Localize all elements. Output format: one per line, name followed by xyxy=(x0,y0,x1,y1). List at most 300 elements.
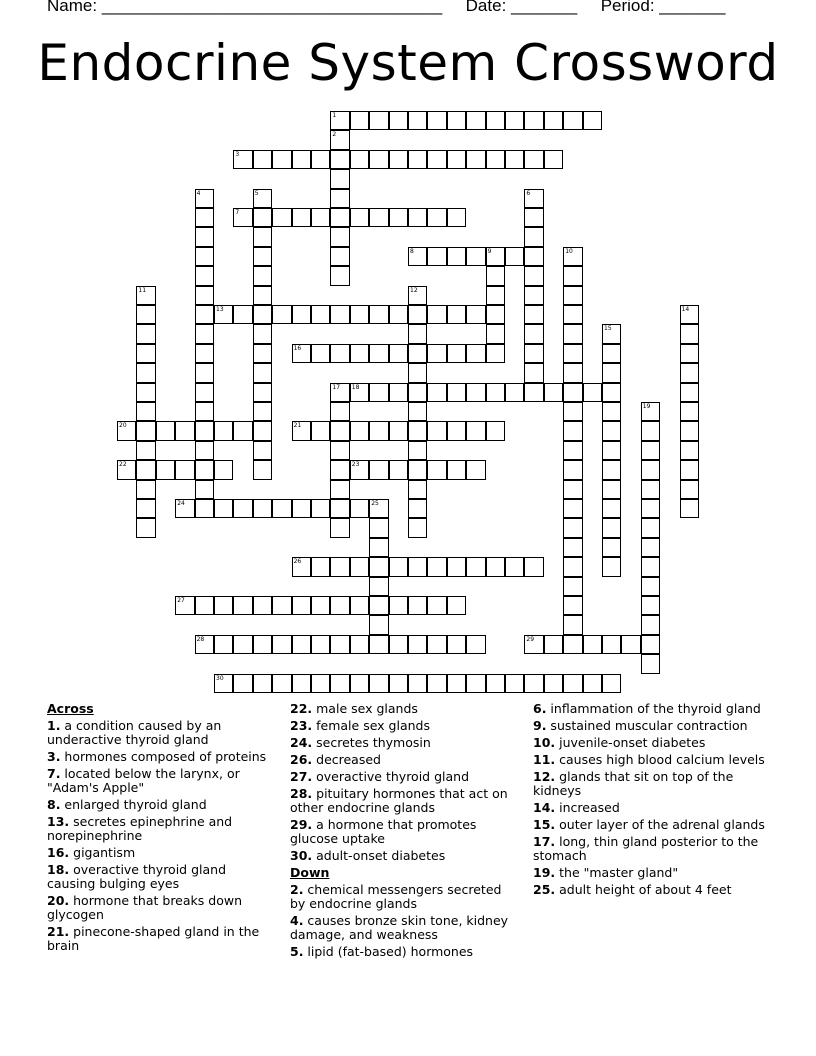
grid-cell[interactable] xyxy=(330,499,349,518)
grid-cell[interactable] xyxy=(136,305,155,324)
grid-cell[interactable] xyxy=(350,111,369,130)
grid-cell[interactable] xyxy=(641,538,660,557)
grid-cell[interactable] xyxy=(233,596,252,615)
grid-cell[interactable] xyxy=(602,635,621,654)
grid-cell[interactable] xyxy=(563,266,582,285)
grid-cell[interactable] xyxy=(253,499,272,518)
grid-cell[interactable] xyxy=(253,208,272,227)
grid-cell[interactable] xyxy=(524,227,543,246)
grid-cell[interactable] xyxy=(195,421,214,440)
grid-cell[interactable] xyxy=(602,441,621,460)
grid-cell[interactable] xyxy=(292,208,311,227)
grid-cell[interactable] xyxy=(136,344,155,363)
grid-cell[interactable] xyxy=(330,208,349,227)
grid-cell[interactable] xyxy=(408,344,427,363)
grid-cell[interactable] xyxy=(486,421,505,440)
grid-cell[interactable] xyxy=(447,344,466,363)
grid-cell[interactable] xyxy=(563,344,582,363)
grid-cell[interactable] xyxy=(447,150,466,169)
grid-cell[interactable] xyxy=(486,344,505,363)
grid-cell[interactable] xyxy=(136,363,155,382)
grid-cell[interactable] xyxy=(175,499,194,518)
grid-cell[interactable] xyxy=(389,208,408,227)
grid-cell[interactable] xyxy=(563,286,582,305)
grid-cell[interactable] xyxy=(466,557,485,576)
grid-cell[interactable] xyxy=(408,286,427,305)
grid-cell[interactable] xyxy=(544,111,563,130)
grid-cell[interactable] xyxy=(524,208,543,227)
grid-cell[interactable] xyxy=(136,480,155,499)
grid-cell[interactable] xyxy=(563,499,582,518)
grid-cell[interactable] xyxy=(350,383,369,402)
grid-cell[interactable] xyxy=(195,363,214,382)
date-line[interactable]: _______ xyxy=(511,0,578,15)
grid-cell[interactable] xyxy=(602,344,621,363)
grid-cell[interactable] xyxy=(369,111,388,130)
grid-cell[interactable] xyxy=(195,305,214,324)
grid-cell[interactable] xyxy=(486,557,505,576)
grid-cell[interactable] xyxy=(641,596,660,615)
grid-cell[interactable] xyxy=(311,305,330,324)
grid-cell[interactable] xyxy=(330,441,349,460)
grid-cell[interactable] xyxy=(505,247,524,266)
grid-cell[interactable] xyxy=(369,577,388,596)
grid-cell[interactable] xyxy=(602,402,621,421)
grid-cell[interactable] xyxy=(195,286,214,305)
grid-cell[interactable] xyxy=(505,674,524,693)
grid-cell[interactable] xyxy=(136,460,155,479)
grid-cell[interactable] xyxy=(253,441,272,460)
grid-cell[interactable] xyxy=(195,441,214,460)
grid-cell[interactable] xyxy=(195,344,214,363)
grid-cell[interactable] xyxy=(447,557,466,576)
grid-cell[interactable] xyxy=(408,208,427,227)
grid-cell[interactable] xyxy=(680,460,699,479)
grid-cell[interactable] xyxy=(408,480,427,499)
grid-cell[interactable] xyxy=(272,635,291,654)
grid-cell[interactable] xyxy=(253,421,272,440)
grid-cell[interactable] xyxy=(195,635,214,654)
grid-cell[interactable] xyxy=(253,383,272,402)
grid-cell[interactable] xyxy=(583,111,602,130)
grid-cell[interactable] xyxy=(389,111,408,130)
grid-cell[interactable] xyxy=(505,557,524,576)
name-line[interactable]: ____________________________________ xyxy=(101,0,443,15)
grid-cell[interactable] xyxy=(214,635,233,654)
grid-cell[interactable] xyxy=(253,324,272,343)
grid-cell[interactable] xyxy=(641,460,660,479)
grid-cell[interactable] xyxy=(195,227,214,246)
grid-cell[interactable] xyxy=(544,150,563,169)
grid-cell[interactable] xyxy=(447,460,466,479)
grid-cell[interactable] xyxy=(369,383,388,402)
grid-cell[interactable] xyxy=(408,150,427,169)
grid-cell[interactable] xyxy=(330,169,349,188)
grid-cell[interactable] xyxy=(427,150,446,169)
grid-cell[interactable] xyxy=(330,247,349,266)
grid-cell[interactable] xyxy=(292,557,311,576)
grid-cell[interactable] xyxy=(408,518,427,537)
grid-cell[interactable] xyxy=(466,383,485,402)
grid-cell[interactable] xyxy=(195,324,214,343)
grid-cell[interactable] xyxy=(389,460,408,479)
grid-cell[interactable] xyxy=(369,674,388,693)
grid-cell[interactable] xyxy=(602,518,621,537)
grid-cell[interactable] xyxy=(156,460,175,479)
grid-cell[interactable] xyxy=(466,674,485,693)
grid-cell[interactable] xyxy=(117,421,136,440)
grid-cell[interactable] xyxy=(156,421,175,440)
grid-cell[interactable] xyxy=(563,111,582,130)
grid-cell[interactable] xyxy=(214,674,233,693)
grid-cell[interactable] xyxy=(563,674,582,693)
grid-cell[interactable] xyxy=(524,150,543,169)
grid-cell[interactable] xyxy=(136,441,155,460)
grid-cell[interactable] xyxy=(330,518,349,537)
grid-cell[interactable] xyxy=(621,635,640,654)
grid-cell[interactable] xyxy=(330,635,349,654)
grid-cell[interactable] xyxy=(311,344,330,363)
grid-cell[interactable] xyxy=(233,208,252,227)
grid-cell[interactable] xyxy=(524,674,543,693)
grid-cell[interactable] xyxy=(427,557,446,576)
grid-cell[interactable] xyxy=(563,421,582,440)
grid-cell[interactable] xyxy=(505,383,524,402)
grid-cell[interactable] xyxy=(292,150,311,169)
grid-cell[interactable] xyxy=(486,286,505,305)
grid-cell[interactable] xyxy=(408,421,427,440)
grid-cell[interactable] xyxy=(466,305,485,324)
grid-cell[interactable] xyxy=(369,499,388,518)
grid-cell[interactable] xyxy=(389,635,408,654)
grid-cell[interactable] xyxy=(408,596,427,615)
grid-cell[interactable] xyxy=(408,324,427,343)
grid-cell[interactable] xyxy=(680,480,699,499)
grid-cell[interactable] xyxy=(369,518,388,537)
grid-cell[interactable] xyxy=(602,480,621,499)
grid-cell[interactable] xyxy=(602,324,621,343)
grid-cell[interactable] xyxy=(311,499,330,518)
grid-cell[interactable] xyxy=(330,596,349,615)
grid-cell[interactable] xyxy=(311,674,330,693)
grid-cell[interactable] xyxy=(466,150,485,169)
grid-cell[interactable] xyxy=(195,480,214,499)
grid-cell[interactable] xyxy=(447,111,466,130)
grid-cell[interactable] xyxy=(563,460,582,479)
grid-cell[interactable] xyxy=(680,402,699,421)
grid-cell[interactable] xyxy=(175,460,194,479)
grid-cell[interactable] xyxy=(253,344,272,363)
grid-cell[interactable] xyxy=(563,518,582,537)
grid-cell[interactable] xyxy=(233,421,252,440)
grid-cell[interactable] xyxy=(408,674,427,693)
grid-cell[interactable] xyxy=(563,305,582,324)
grid-cell[interactable] xyxy=(641,441,660,460)
grid-cell[interactable] xyxy=(641,577,660,596)
grid-cell[interactable] xyxy=(505,111,524,130)
grid-cell[interactable] xyxy=(369,538,388,557)
grid-cell[interactable] xyxy=(292,305,311,324)
grid-cell[interactable] xyxy=(680,324,699,343)
period-line[interactable]: _______ xyxy=(659,0,726,15)
grid-cell[interactable] xyxy=(486,674,505,693)
grid-cell[interactable] xyxy=(389,596,408,615)
grid-cell[interactable] xyxy=(680,305,699,324)
grid-cell[interactable] xyxy=(524,286,543,305)
grid-cell[interactable] xyxy=(466,460,485,479)
grid-cell[interactable] xyxy=(253,460,272,479)
grid-cell[interactable] xyxy=(563,635,582,654)
grid-cell[interactable] xyxy=(350,674,369,693)
grid-cell[interactable] xyxy=(641,421,660,440)
grid-cell[interactable] xyxy=(311,557,330,576)
grid-cell[interactable] xyxy=(330,460,349,479)
grid-cell[interactable] xyxy=(641,402,660,421)
grid-cell[interactable] xyxy=(583,674,602,693)
grid-cell[interactable] xyxy=(466,421,485,440)
grid-cell[interactable] xyxy=(447,596,466,615)
grid-cell[interactable] xyxy=(253,150,272,169)
grid-cell[interactable] xyxy=(253,247,272,266)
grid-cell[interactable] xyxy=(524,383,543,402)
grid-cell[interactable] xyxy=(447,208,466,227)
grid-cell[interactable] xyxy=(350,460,369,479)
grid-cell[interactable] xyxy=(563,538,582,557)
grid-cell[interactable] xyxy=(447,383,466,402)
grid-cell[interactable] xyxy=(369,635,388,654)
grid-cell[interactable] xyxy=(330,189,349,208)
grid-cell[interactable] xyxy=(233,674,252,693)
grid-cell[interactable] xyxy=(195,460,214,479)
grid-cell[interactable] xyxy=(175,421,194,440)
grid-cell[interactable] xyxy=(136,383,155,402)
grid-cell[interactable] xyxy=(389,421,408,440)
grid-cell[interactable] xyxy=(447,305,466,324)
grid-cell[interactable] xyxy=(486,111,505,130)
grid-cell[interactable] xyxy=(195,189,214,208)
grid-cell[interactable] xyxy=(524,363,543,382)
grid-cell[interactable] xyxy=(292,674,311,693)
grid-cell[interactable] xyxy=(408,383,427,402)
grid-cell[interactable] xyxy=(292,635,311,654)
grid-cell[interactable] xyxy=(641,635,660,654)
grid-cell[interactable] xyxy=(350,635,369,654)
grid-cell[interactable] xyxy=(253,227,272,246)
grid-cell[interactable] xyxy=(486,383,505,402)
grid-cell[interactable] xyxy=(563,324,582,343)
grid-cell[interactable] xyxy=(563,247,582,266)
grid-cell[interactable] xyxy=(330,383,349,402)
grid-cell[interactable] xyxy=(486,266,505,285)
grid-cell[interactable] xyxy=(408,557,427,576)
grid-cell[interactable] xyxy=(427,344,446,363)
grid-cell[interactable] xyxy=(272,596,291,615)
grid-cell[interactable] xyxy=(427,674,446,693)
grid-cell[interactable] xyxy=(583,635,602,654)
grid-cell[interactable] xyxy=(253,402,272,421)
grid-cell[interactable] xyxy=(563,480,582,499)
grid-cell[interactable] xyxy=(330,557,349,576)
grid-cell[interactable] xyxy=(369,596,388,615)
grid-cell[interactable] xyxy=(350,557,369,576)
grid-cell[interactable] xyxy=(175,596,194,615)
grid-cell[interactable] xyxy=(350,208,369,227)
grid-cell[interactable] xyxy=(524,324,543,343)
grid-cell[interactable] xyxy=(369,421,388,440)
grid-cell[interactable] xyxy=(369,208,388,227)
grid-cell[interactable] xyxy=(641,480,660,499)
grid-cell[interactable] xyxy=(427,305,446,324)
grid-cell[interactable] xyxy=(330,111,349,130)
grid-cell[interactable] xyxy=(563,557,582,576)
grid-cell[interactable] xyxy=(602,557,621,576)
grid-cell[interactable] xyxy=(486,247,505,266)
grid-cell[interactable] xyxy=(214,460,233,479)
grid-cell[interactable] xyxy=(195,499,214,518)
grid-cell[interactable] xyxy=(602,499,621,518)
grid-cell[interactable] xyxy=(136,499,155,518)
grid-cell[interactable] xyxy=(427,383,446,402)
grid-cell[interactable] xyxy=(524,305,543,324)
grid-cell[interactable] xyxy=(544,383,563,402)
grid-cell[interactable] xyxy=(408,305,427,324)
grid-cell[interactable] xyxy=(466,344,485,363)
grid-cell[interactable] xyxy=(350,499,369,518)
grid-cell[interactable] xyxy=(427,421,446,440)
grid-cell[interactable] xyxy=(136,402,155,421)
grid-cell[interactable] xyxy=(136,421,155,440)
grid-cell[interactable] xyxy=(330,305,349,324)
grid-cell[interactable] xyxy=(369,150,388,169)
grid-cell[interactable] xyxy=(524,266,543,285)
grid-cell[interactable] xyxy=(524,635,543,654)
grid-cell[interactable] xyxy=(466,247,485,266)
grid-cell[interactable] xyxy=(427,635,446,654)
grid-cell[interactable] xyxy=(350,305,369,324)
grid-cell[interactable] xyxy=(292,596,311,615)
grid-cell[interactable] xyxy=(195,247,214,266)
grid-cell[interactable] xyxy=(292,499,311,518)
grid-cell[interactable] xyxy=(563,577,582,596)
grid-cell[interactable] xyxy=(408,363,427,382)
grid-cell[interactable] xyxy=(427,247,446,266)
grid-cell[interactable] xyxy=(680,499,699,518)
grid-cell[interactable] xyxy=(563,596,582,615)
grid-cell[interactable] xyxy=(350,344,369,363)
grid-cell[interactable] xyxy=(369,460,388,479)
grid-cell[interactable] xyxy=(253,674,272,693)
grid-cell[interactable] xyxy=(447,674,466,693)
grid-cell[interactable] xyxy=(680,421,699,440)
grid-cell[interactable] xyxy=(583,383,602,402)
grid-cell[interactable] xyxy=(408,402,427,421)
grid-cell[interactable] xyxy=(563,383,582,402)
grid-cell[interactable] xyxy=(544,674,563,693)
grid-cell[interactable] xyxy=(330,402,349,421)
grid-cell[interactable] xyxy=(292,344,311,363)
grid-cell[interactable] xyxy=(350,421,369,440)
grid-cell[interactable] xyxy=(602,460,621,479)
grid-cell[interactable] xyxy=(195,208,214,227)
grid-cell[interactable] xyxy=(233,635,252,654)
grid-cell[interactable] xyxy=(136,518,155,537)
grid-cell[interactable] xyxy=(680,363,699,382)
grid-cell[interactable] xyxy=(369,305,388,324)
grid-cell[interactable] xyxy=(253,189,272,208)
grid-cell[interactable] xyxy=(272,305,291,324)
grid-cell[interactable] xyxy=(408,499,427,518)
grid-cell[interactable] xyxy=(272,674,291,693)
grid-cell[interactable] xyxy=(408,635,427,654)
grid-cell[interactable] xyxy=(466,635,485,654)
grid-cell[interactable] xyxy=(195,383,214,402)
grid-cell[interactable] xyxy=(272,208,291,227)
grid-cell[interactable] xyxy=(641,499,660,518)
grid-cell[interactable] xyxy=(563,402,582,421)
grid-cell[interactable] xyxy=(292,421,311,440)
grid-cell[interactable] xyxy=(524,189,543,208)
grid-cell[interactable] xyxy=(524,344,543,363)
grid-cell[interactable] xyxy=(641,518,660,537)
grid-cell[interactable] xyxy=(330,130,349,149)
grid-cell[interactable] xyxy=(253,596,272,615)
grid-cell[interactable] xyxy=(330,266,349,285)
grid-cell[interactable] xyxy=(486,305,505,324)
grid-cell[interactable] xyxy=(350,150,369,169)
grid-cell[interactable] xyxy=(253,635,272,654)
grid-cell[interactable] xyxy=(427,111,446,130)
grid-cell[interactable] xyxy=(195,402,214,421)
grid-cell[interactable] xyxy=(272,150,291,169)
grid-cell[interactable] xyxy=(563,615,582,634)
grid-cell[interactable] xyxy=(641,654,660,673)
grid-cell[interactable] xyxy=(602,674,621,693)
grid-cell[interactable] xyxy=(447,247,466,266)
grid-cell[interactable] xyxy=(214,421,233,440)
grid-cell[interactable] xyxy=(524,111,543,130)
grid-cell[interactable] xyxy=(641,615,660,634)
grid-cell[interactable] xyxy=(602,538,621,557)
grid-cell[interactable] xyxy=(253,305,272,324)
grid-cell[interactable] xyxy=(427,596,446,615)
grid-cell[interactable] xyxy=(214,499,233,518)
grid-cell[interactable] xyxy=(195,596,214,615)
grid-cell[interactable] xyxy=(233,499,252,518)
grid-cell[interactable] xyxy=(311,208,330,227)
grid-cell[interactable] xyxy=(563,441,582,460)
grid-cell[interactable] xyxy=(408,460,427,479)
grid-cell[interactable] xyxy=(233,150,252,169)
grid-cell[interactable] xyxy=(389,344,408,363)
grid-cell[interactable] xyxy=(447,421,466,440)
grid-cell[interactable] xyxy=(136,286,155,305)
grid-cell[interactable] xyxy=(195,266,214,285)
grid-cell[interactable] xyxy=(408,247,427,266)
grid-cell[interactable] xyxy=(330,227,349,246)
grid-cell[interactable] xyxy=(311,150,330,169)
grid-cell[interactable] xyxy=(524,557,543,576)
grid-cell[interactable] xyxy=(214,305,233,324)
grid-cell[interactable] xyxy=(233,305,252,324)
grid-cell[interactable] xyxy=(447,635,466,654)
grid-cell[interactable] xyxy=(389,305,408,324)
grid-cell[interactable] xyxy=(214,596,233,615)
grid-cell[interactable] xyxy=(330,421,349,440)
grid-cell[interactable] xyxy=(408,441,427,460)
grid-cell[interactable] xyxy=(253,266,272,285)
grid-cell[interactable] xyxy=(602,383,621,402)
grid-cell[interactable] xyxy=(680,441,699,460)
